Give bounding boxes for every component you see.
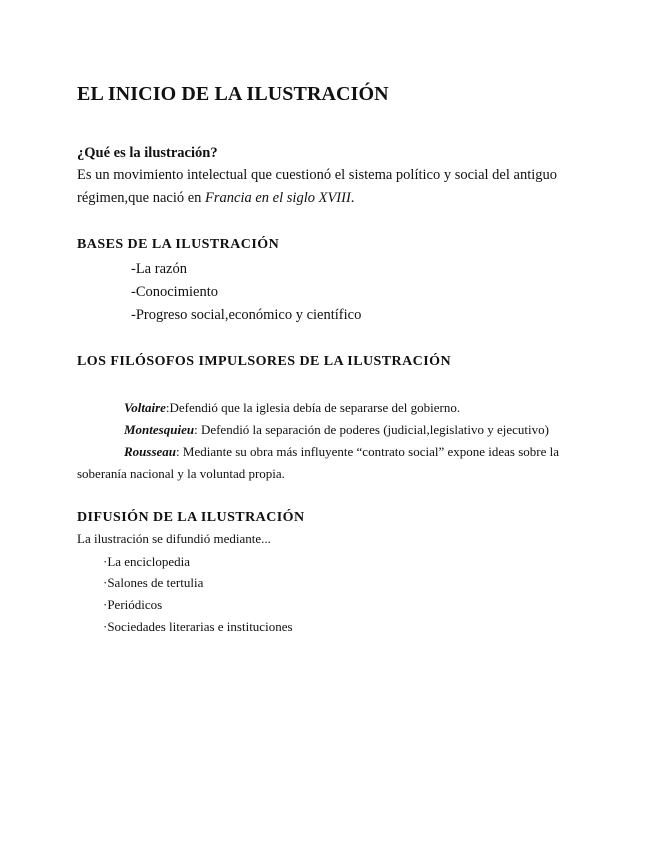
question-line-1: Es un movimiento intelectual que cuestionó el sistema político y social del antiguo	[77, 167, 558, 183]
philosopher-name-montesquieu: Montesquieu	[124, 422, 195, 437]
diffusion-item-newspapers: ·Periódicos	[103, 597, 163, 612]
philosopher-entry-rousseau	[124, 445, 559, 460]
philosopher-text-montesquieu: : Defendió la separación de poderes (judicial,legislativo y ejecutivo)	[194, 422, 549, 437]
question-line-2-italic: Francia en el siglo XVIII	[205, 190, 351, 206]
philosopher-text-voltaire: :Defendió que la iglesia debía de separarse del gobierno.	[165, 400, 461, 415]
diffusion-item-encyclopedia: ·La enciclopedia	[103, 554, 190, 569]
page-title: EL INICIO DE LA ILUSTRACIÓN	[77, 83, 389, 105]
diffusion-item-societies: ·Sociedades literarias e instituciones	[103, 619, 293, 634]
diffusion-item-salons: ·Salones de tertulia	[103, 575, 204, 590]
diffusion-intro: La ilustración se difundió mediante...	[77, 531, 271, 546]
question-line-2-prefix: régimen,que nació en	[77, 190, 206, 206]
bases-item-progress: -Progreso social,económico y científico	[131, 307, 362, 323]
bases-item-knowledge: -Conocimiento	[131, 284, 218, 300]
philosopher-text-rousseau: : Mediante su obra más influyente “contrato social” expone ideas sobre la	[176, 444, 560, 459]
philosopher-entry-montesquieu	[124, 423, 549, 438]
philosopher-rousseau-continuation: soberanía nacional y la voluntad propia.	[77, 466, 285, 481]
question-line-2	[77, 190, 354, 207]
diffusion-heading: DIFUSIÓN DE LA ILUSTRACIÓN	[77, 510, 305, 525]
bases-heading: BASES DE LA ILUSTRACIÓN	[77, 237, 280, 252]
question-heading: ¿Qué es la ilustración?	[77, 145, 218, 161]
philosopher-name-voltaire: Voltaire	[124, 400, 166, 415]
philosophers-heading: LOS FILÓSOFOS IMPULSORES DE LA ILUSTRACIÓN	[77, 354, 452, 369]
bases-item-reason: -La razón	[131, 261, 187, 277]
question-line-2-suffix: .	[350, 190, 355, 206]
philosopher-entry-voltaire	[124, 401, 460, 416]
philosopher-name-rousseau: Rousseau	[124, 444, 177, 459]
